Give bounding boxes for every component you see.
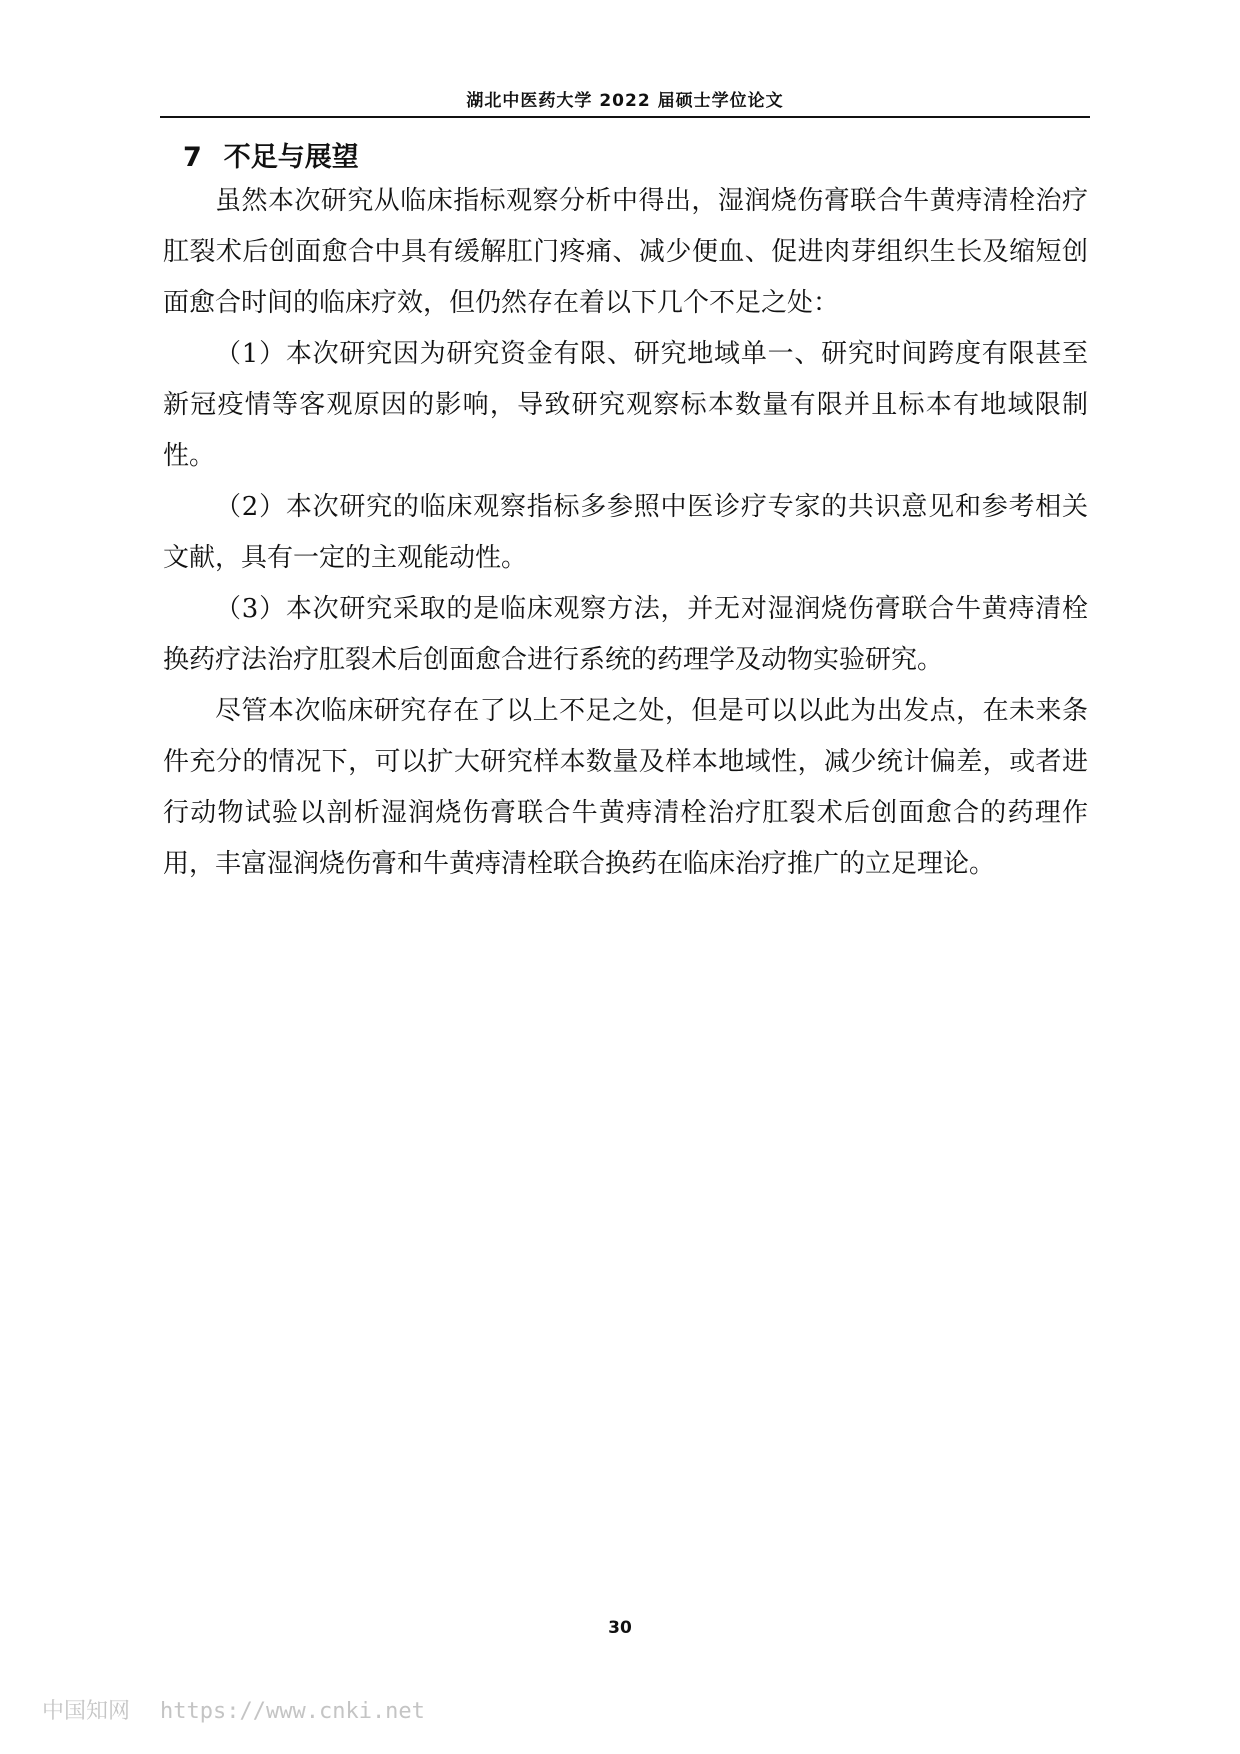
running-header: 湖北中医药大学 2022 届硕士学位论文 xyxy=(466,91,784,111)
section-title: 不足与展望 xyxy=(223,142,359,173)
page-body xyxy=(163,140,1088,890)
header-rule xyxy=(160,116,1090,118)
paragraph-limitation-3: （3）本次研究采取的是临床观察方法，并无对湿润烧伤膏联合牛黄痔清栓换药疗法治疗肛裂术后创面愈合进行系统的药理学及动物实验研究。 xyxy=(163,594,1088,675)
paragraph-limitation-1: （1）本次研究因为研究资金有限、研究地域单一、研究时间跨度有限甚至新冠疫情等客观原因的影响，导致研究观察标本数量有限并且标本有地域限制性。 xyxy=(163,339,1088,471)
paragraph-outlook: 尽管本次临床研究存在了以上不足之处，但是可以以此为出发点，在未来条件充分的情况下，可以扩大研究样本数量及样本地域性，减少统计偏差，或者进行动物试验以剖析湿润烧伤膏联合牛黄痔清栓治疗肛裂术后创面愈合的药理作用，丰富湿润烧伤膏和牛黄痔清栓联合换药在临床治疗推广的立足理论。 xyxy=(163,696,1088,879)
cnki-watermark xyxy=(42,1694,425,1725)
cnki-logo-text: 中国知网 xyxy=(42,1699,131,1724)
paragraph-limitation-2: （2）本次研究的临床观察指标多参照中医诊疗专家的共识意见和参考相关文献，具有一定的主观能动性。 xyxy=(163,492,1088,573)
paragraph-intro: 虽然本次研究从临床指标观察分析中得出，湿润烧伤膏联合牛黄痔清栓治疗肛裂术后创面愈合中具有缓解肛门疼痛、减少便血、促进肉芽组织生长及缩短创面愈合时间的临床疗效，但仍然存在着以下几个不足之处： xyxy=(163,186,1088,318)
section-heading xyxy=(183,140,1088,176)
page-number: 30 xyxy=(608,1618,632,1638)
section-number: 7 xyxy=(183,142,202,173)
cnki-url: https://www.cnki.net xyxy=(160,1699,425,1724)
